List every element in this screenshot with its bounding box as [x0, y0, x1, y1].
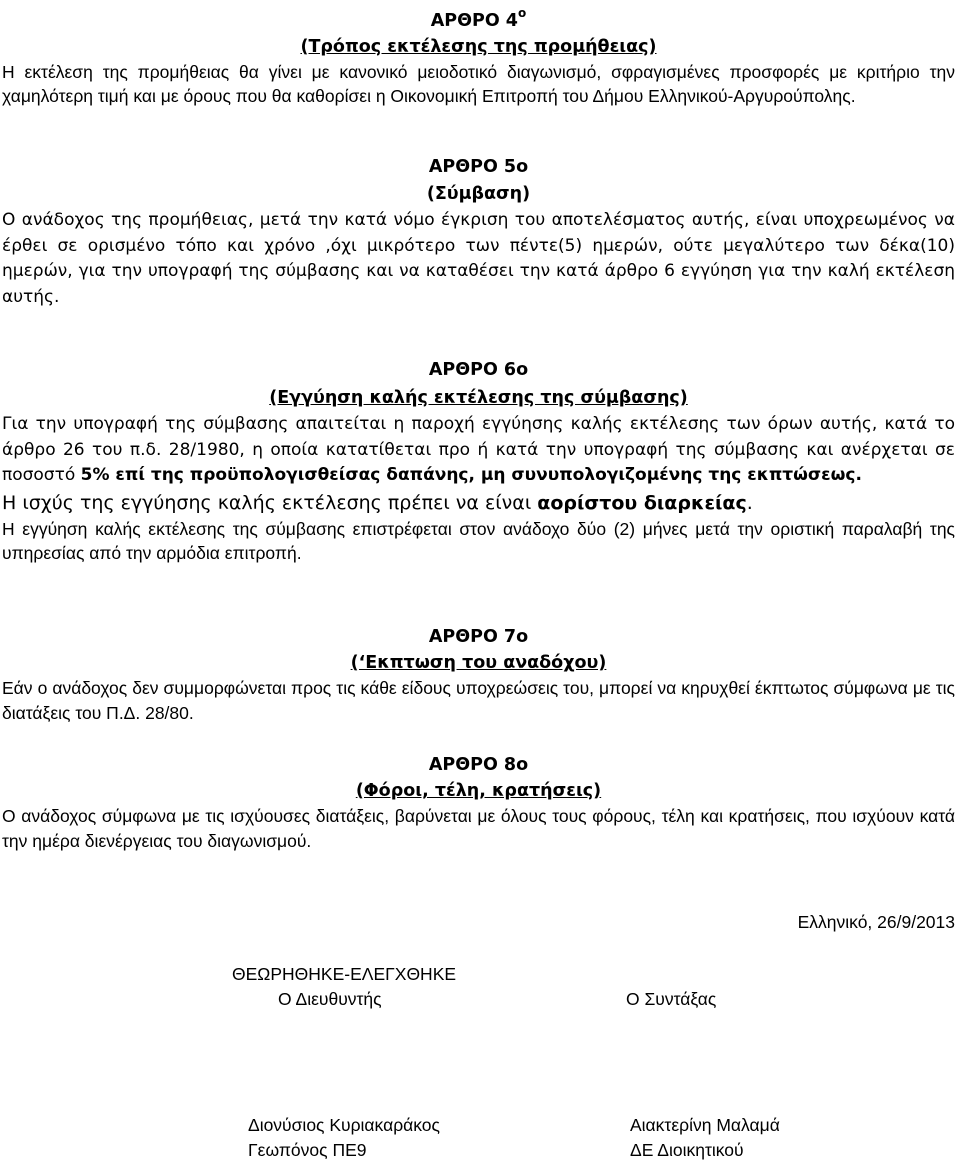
article-5-body: Ο ανάδοχος της προμήθειας, μετά την κατά νόμο έγκριση του αποτελέσματος αυτής, είναι υποχρεωμένος να έρθει σε ορισμένο τόπο και χρόνο ,όχι μικρότερο των πέντε(5) ημερών, ούτε μεγαλύτερο των δέκα(10) ημερών, για την υπογραφή της σύμβασης και να καταθέσει την κατά άρθρο 6 εγγύηση για την καλή εκτέλεση αυτής. [2, 210, 955, 307]
article-5-subtitle: (Σύμβαση) [426, 184, 531, 204]
article-6-subtitle: (Εγγύηση καλής εκτέλεσης της σύμβασης) [269, 388, 688, 408]
article-8 [2, 752, 955, 853]
article-6-validity: Η ισχύς της εγγύησης καλής εκτέλεσης πρέπει να είναι αορίστου διαρκείας. [2, 491, 753, 514]
article-4-subtitle: (Τρόπος εκτέλεσης της προμήθειας) [300, 36, 657, 57]
article-8-subtitle: (Φόροι, τέλη, κρατήσεις) [355, 781, 602, 801]
article-8-title: ΑΡΘΡΟ 8ο [428, 755, 529, 775]
director-title: Γεωπόνος ΠΕ9 [248, 1140, 367, 1160]
article-6-body: Για την υπογραφή της σύμβασης απαιτείται η παροχή εγγύησης καλής εκτέλεσης των όρων αυτής, κατά το άρθρο 26 του π.δ. 28/1980, η οποία κατατίθεται προ ή κατά την υπογραφή της σύμβασης και ανέρχεται σε ποσοστό 5% επί της προϋπολογισθείσας δαπάνης, μη συνυπολογιζομένης της εκπτώσεως. [2, 414, 955, 485]
article-4 [2, 2, 955, 109]
article-7-title: ΑΡΘΡΟ 7ο [428, 627, 529, 647]
article-4-title: ΑΡΘΡΟ $4^o$ [430, 6, 527, 31]
director-name: Διονύσιος Κυριακαράκος [248, 1115, 440, 1135]
author-role: Ο Συντάξας [626, 989, 717, 1009]
article-7-body: Εάν ο ανάδοχος δεν συμμορφώνεται προς τις κάθε είδους υποχρεώσεις του, μπορεί να κηρυχθεί έκπτωτος σύμφωνα με τις διατάξεις του Π.Δ. 28/80. [2, 678, 955, 723]
article-5-title: ΑΡΘΡΟ 5ο [428, 157, 529, 177]
article-7-subtitle: (‘Εκπτωση του αναδόχου) [350, 653, 607, 673]
article-8-body: Ο ανάδοχος σύμφωνα με τις ισχύουσες διατάξεις, βαρύνεται με όλους τους φόρους, τέλη και κρατήσεις, που ισχύουν κατά την ημέρα διενέργειας του διαγωνισμού. [2, 806, 955, 851]
article-6-return: Η εγγύηση καλής εκτέλεσης της σύμβασης επιστρέφεται στον ανάδοχο δύο (2) μήνες μετά την οριστική παραλαβή της υπηρεσίας από την αρμόδια επιτροπή. [2, 518, 955, 563]
article-4-body: Η εκτέλεση της προμήθειας θα γίνει με κανονικό μειοδοτικό διαγωνισμό, σφραγισμένες προσφορές με κριτήριο την χαμηλότερη τιμή και με όρους που θα καθορίσει η Οικονομική Επιτροπή του Δήμου Ελληνικού-Αργυρούπολης. [2, 61, 955, 107]
article-6 [2, 356, 955, 566]
place-date: Ελληνικό, 26/9/2013 [797, 912, 955, 932]
author-title: ΔΕ Διοικητικού [630, 1140, 744, 1160]
article-5 [2, 154, 955, 310]
article-6-percentage: 5% επί της προϋπολογισθείσας δαπάνης, μη συνυπολογιζομένης της εκπτώσεως. [80, 465, 862, 485]
article-6-title: ΑΡΘΡΟ 6ο [428, 360, 529, 380]
article-7 [2, 624, 955, 725]
director-role: Ο Διευθυντής [278, 989, 382, 1009]
author-name: Αιακτερίνη Μαλαμά [630, 1115, 780, 1135]
approval-stamp-text: ΘΕΩΡΗΘΗΚΕ-ΕΛΕΓΧΘΗΚΕ [232, 964, 457, 984]
